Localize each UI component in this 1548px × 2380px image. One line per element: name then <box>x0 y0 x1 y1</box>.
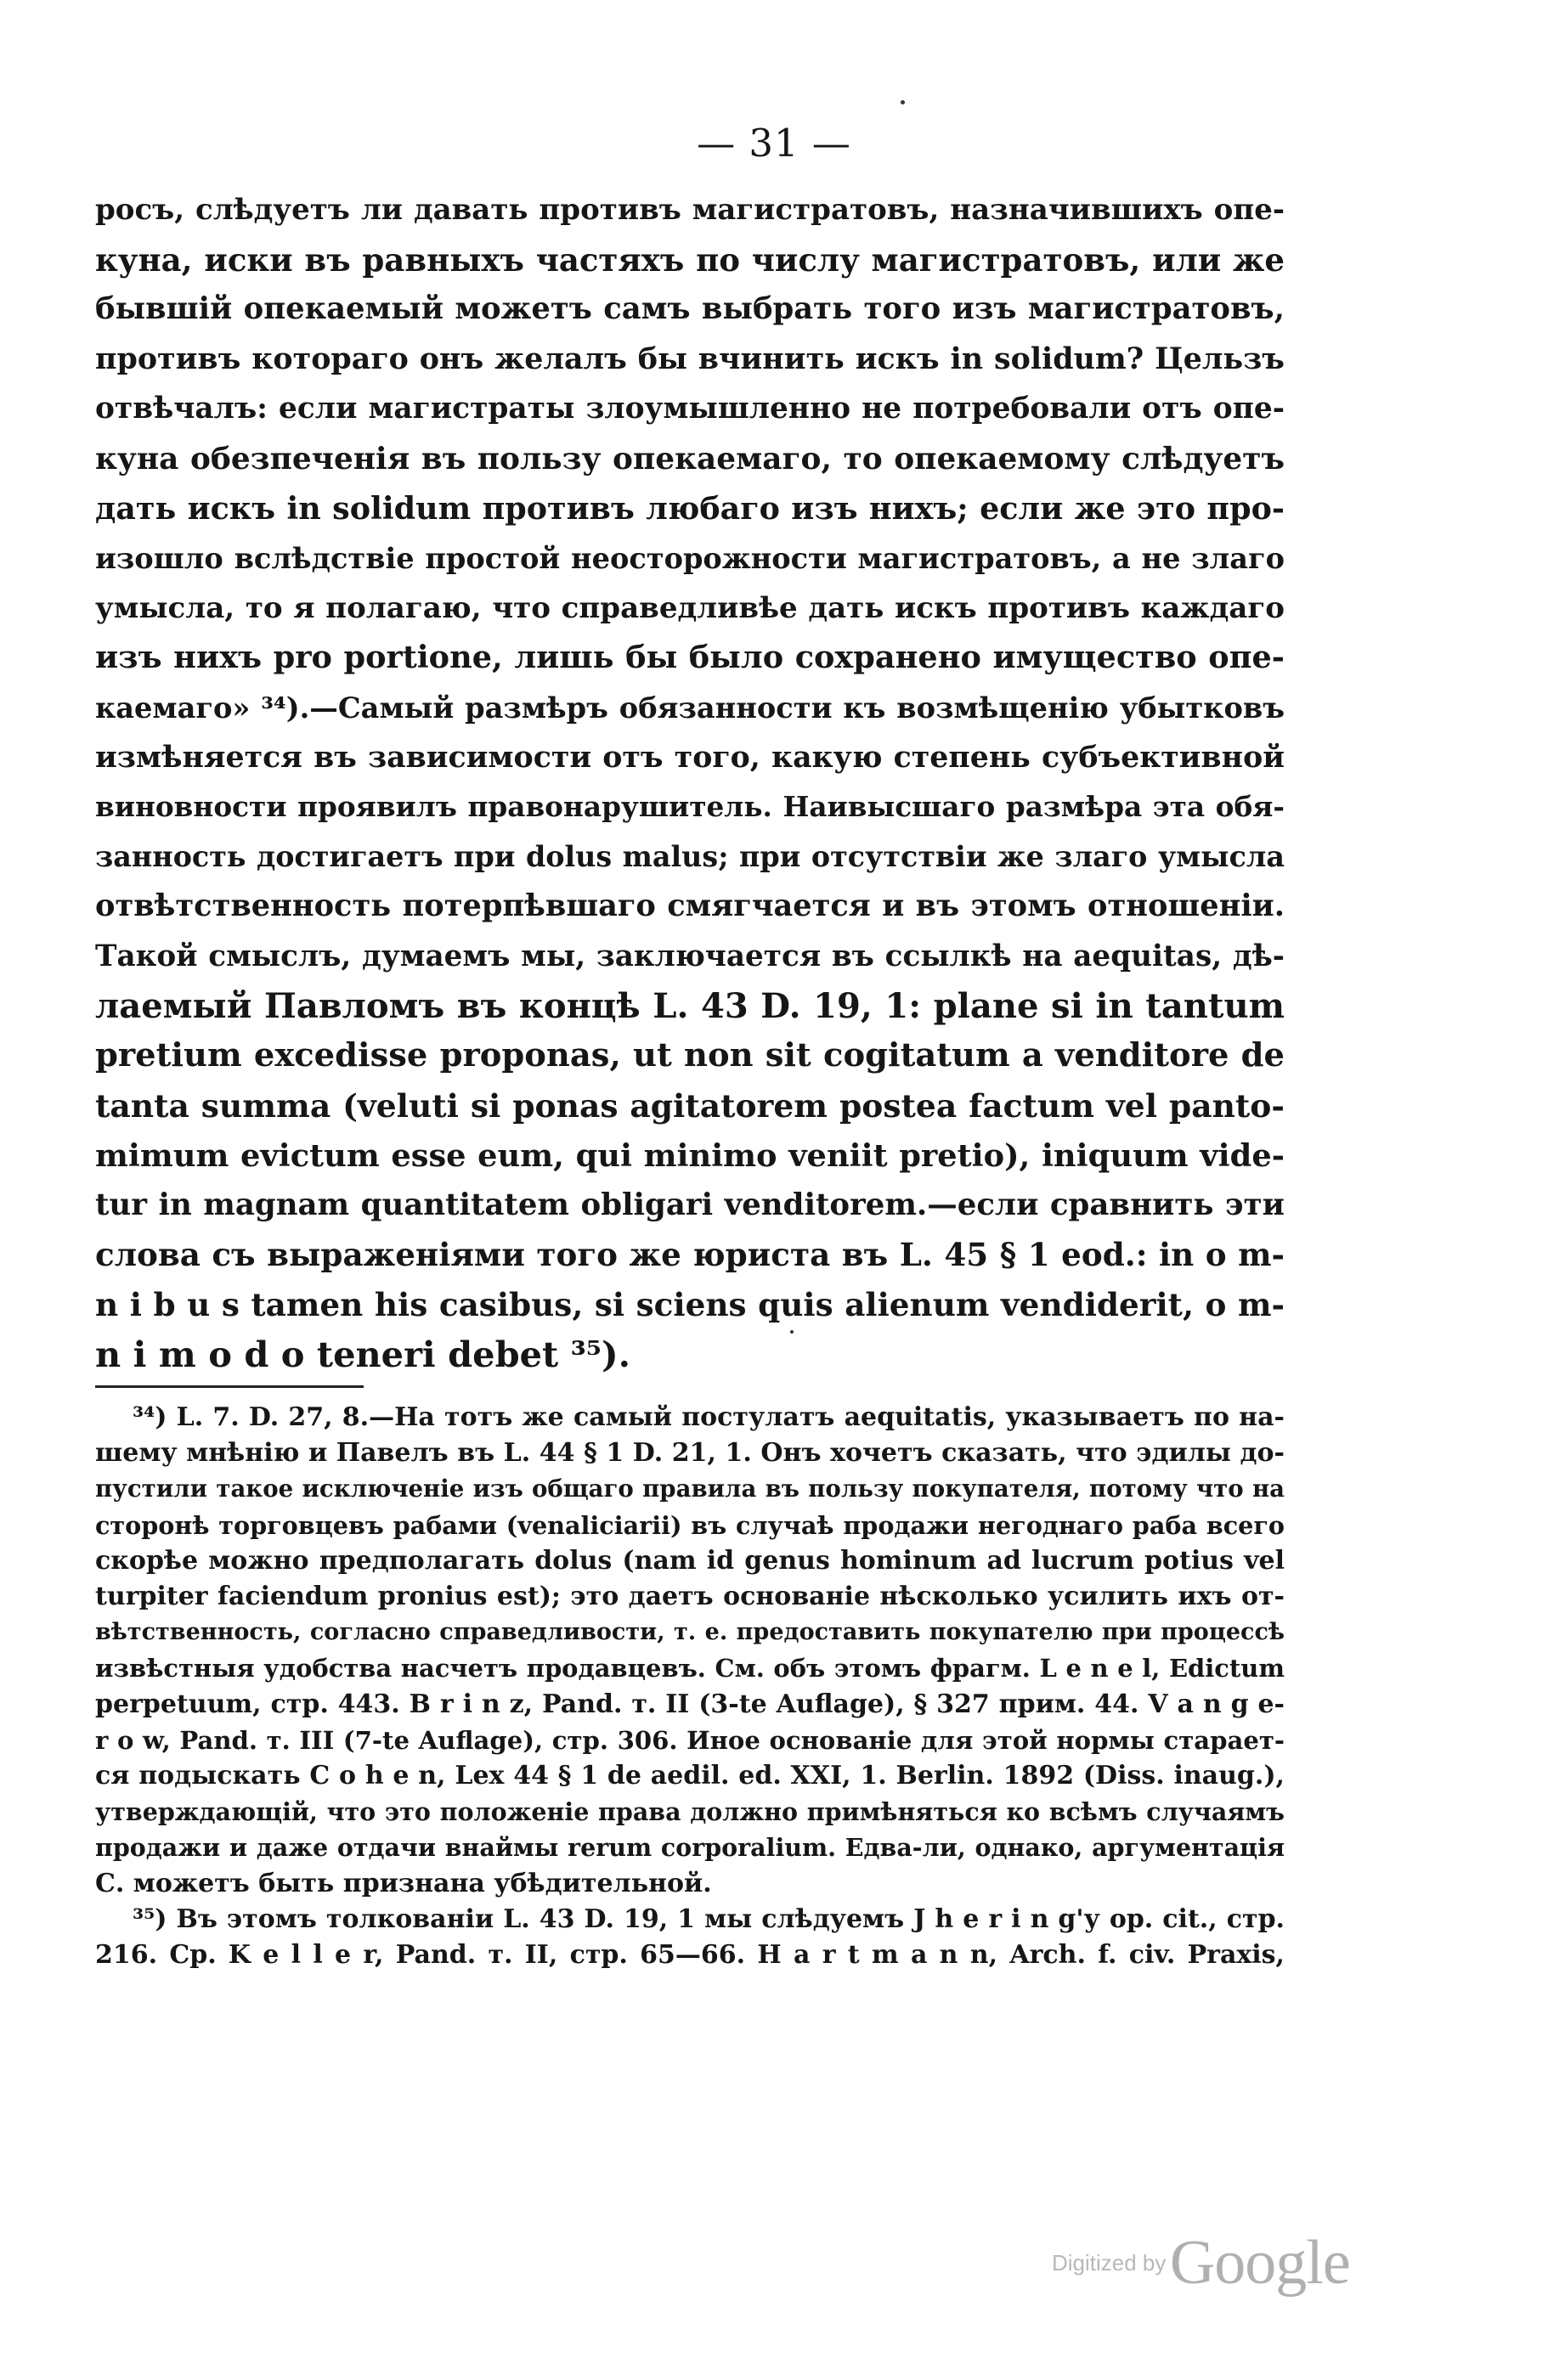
watermark-brand-logo: Google <box>1169 2228 1350 2298</box>
body-line: изошло вслѣдствіе простой неосторожности магистратовъ, а не злаго <box>95 541 1285 576</box>
body-line: слова съ выраженіями того же юриста въ L. 45 § 1 eod.: in o m- <box>95 1236 1285 1274</box>
footnote-line: ся подыскать C o h e n, Lex 44 § 1 de aedil. ed. XXI, 1. Berlin. 1892 (Diss. inaug.), <box>95 1761 1285 1791</box>
body-line: tur in magnam quantitatem obligari venditorem.—если сравнить эти <box>95 1187 1285 1222</box>
body-line: pretium excedisse proponas, ut non sit cogitatum a venditore de <box>95 1036 1285 1075</box>
main-text-block <box>95 185 1285 1379</box>
body-line: tanta summa (veluti si ponas agitatorem postea factum vel panto- <box>95 1086 1285 1125</box>
footnote-line: шему мнѣнію и Павелъ въ L. 44 § 1 D. 21, 1. Онъ хочетъ сказать, что эдилы до- <box>95 1438 1285 1469</box>
body-line: куна, иски въ равныхъ частяхъ по числу магистратовъ, или же <box>95 240 1285 279</box>
footnote-line: продажи и даже отдачи внаймы rerum corporalium. Едва-ли, однако, аргументація <box>95 1833 1285 1863</box>
footnotes-block <box>95 1400 1285 1973</box>
body-line: дать искъ in solidum противъ любаго изъ нихъ; если же это про- <box>95 489 1285 527</box>
body-line: n i m o d o teneri debet ³⁵). <box>95 1333 631 1375</box>
body-line: каемаго» ³⁴).—Самый размѣръ обязанности къ возмѣщенію убытковъ <box>95 690 1285 725</box>
footnote-line: 216. Cp. K e l l e r, Pand. т. II, стр. 65—66. H a r t m a n n, Arch. f. civ. Praxis, <box>95 1940 1285 1971</box>
page-number: — 31 — <box>697 121 851 166</box>
digitized-watermark <box>1052 2227 1350 2299</box>
body-line: занность достигаетъ при dolus malus; при отсутствіи же злаго умысла <box>95 839 1285 873</box>
footnote-line: ³⁵) Въ этомъ толкованіи L. 43 D. 19, 1 мы слѣдуемъ J h e r i n g'у op. cit., стр. <box>133 1903 1285 1934</box>
footnote-line: извѣстныя удобства насчетъ продавцевъ. См. объ этомъ фрагм. L e n e l, Edictum <box>95 1654 1285 1683</box>
body-line: куна обезпеченія въ пользу опекаемаго, то опекаемому слѣдуетъ <box>95 440 1285 477</box>
body-line: n i b u s tamen his casibus, si sciens quis alienum vendiderit, o m- <box>95 1286 1285 1324</box>
footnote-line: сторонѣ торговцевъ рабами (venaliciarii) въ случаѣ продажи негоднаго раба всего <box>95 1510 1285 1540</box>
watermark-prefix: Digitized by <box>1052 2250 1167 2276</box>
body-line: изъ нихъ pro portione, лишь бы было сохранено имущество опе- <box>95 639 1285 676</box>
footnote-line: скорѣе можно предполагать dolus (nam id genus hominum ad lucrum potius vel <box>95 1545 1285 1576</box>
body-line: противъ котораго онъ желалъ бы вчинить искъ in solidum? Цельзъ <box>95 341 1285 376</box>
footnote-divider <box>95 1385 364 1388</box>
body-line: измѣняется въ зависимости отъ того, какую степень субъективной <box>95 739 1285 775</box>
footnote-line: ³⁴) L. 7. D. 27, 8.—На тотъ же самый постулатъ aequitatis, указываетъ по на- <box>133 1402 1285 1432</box>
footnote-line: turpiter faciendum pronius est); это даетъ основаніе нѣсколько усилить ихъ от- <box>95 1582 1285 1612</box>
body-line: отвѣчалъ: если магистраты злоумышленно не потребовали отъ опе- <box>95 392 1285 426</box>
footnote-line: perpetuum, стр. 443. B r i n z, Pand. т. II (3-te Auflage), § 327 прим. 44. V a n g e- <box>95 1689 1285 1719</box>
body-line: умысла, то я полагаю, что справедливѣе дать искъ противъ каждаго <box>95 590 1285 625</box>
body-line: отвѣтственность потерпѣвшаго смягчается и въ этомъ отношеніи. <box>95 888 1285 924</box>
body-line: виновности проявилъ правонарушитель. Наивысшаго размѣра эта обя- <box>95 790 1285 824</box>
stray-mark <box>790 1330 794 1334</box>
footnote-line: пустили такое исключеніе изъ общаго правила въ пользу покупателя, потому что на <box>95 1475 1285 1503</box>
body-line: Такой смыслъ, думаемъ мы, заключается въ ссылкѣ на aequitas, дѣ- <box>95 939 1285 973</box>
body-line: росъ, слѣдуетъ ли давать противъ магистратовъ, назначившихъ опе- <box>95 193 1285 227</box>
footnote-line: утверждающій, что это положеніе права должно примѣняться ко всѣмъ случаямъ <box>95 1797 1285 1827</box>
body-line: лаемый Павломъ въ концѣ L. 43 D. 19, 1: plane si in tantum <box>95 985 1285 1026</box>
body-line: mimum evictum esse eum, qui minimo veniit pretio), iniquum vide- <box>95 1136 1285 1175</box>
footnote-line: С. можетъ быть признана убѣдительной. <box>95 1868 712 1898</box>
footnote-line: r o w, Pand. т. III (7-te Auflage), стр. 306. Иное основаніе для этой нормы старает- <box>95 1725 1285 1755</box>
body-line: бывшій опекаемый можетъ самъ выбрать того изъ магистратовъ, <box>95 291 1285 327</box>
stray-mark <box>901 100 905 104</box>
footnote-line: вѣтственность, согласно справедливости, т. е. предоставить покупателю при процессѣ <box>95 1619 1285 1646</box>
